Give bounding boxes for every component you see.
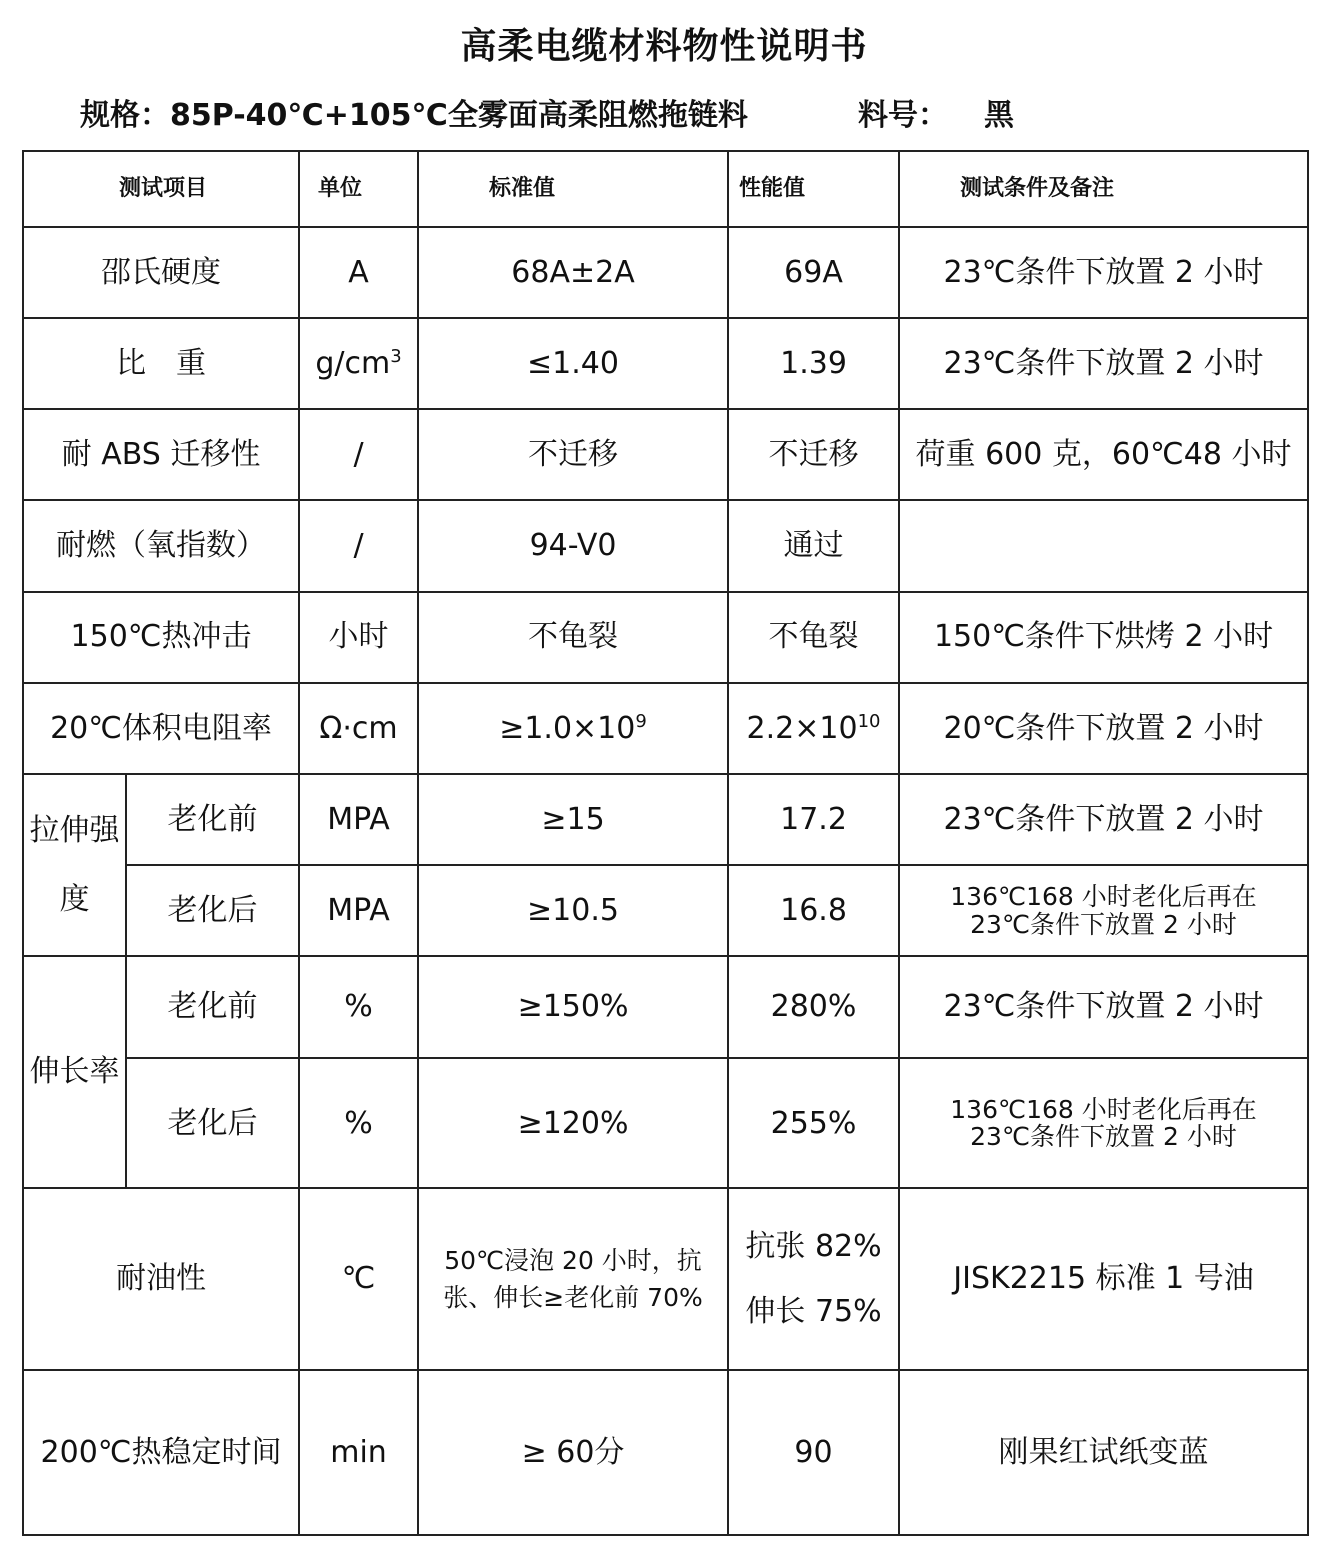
table-row: [23, 500, 1308, 591]
row-standard: ≤1.40: [418, 318, 728, 409]
row-unit: min: [299, 1370, 418, 1535]
row-performance: 90: [728, 1370, 899, 1535]
row-item: 耐 ABS 迁移性: [23, 409, 299, 500]
row-condition: 150℃条件下烘烤 2 小时: [899, 592, 1308, 683]
table-row: [23, 774, 1308, 865]
document-title: 高柔电缆材料物性说明书: [460, 26, 868, 67]
row-condition: 荷重 600 克，60℃48 小时: [899, 409, 1308, 500]
row-unit: A: [299, 227, 418, 318]
row-unit: MPA: [299, 774, 418, 865]
row-performance: 69A: [728, 227, 899, 318]
row-condition: 23℃条件下放置 2 小时: [899, 956, 1308, 1058]
row-condition: 20℃条件下放置 2 小时: [899, 683, 1308, 774]
row-standard: ≥15: [418, 774, 728, 865]
header-test-item: 测试项目: [23, 151, 299, 227]
row-unit: /: [299, 500, 418, 591]
table-row: [23, 592, 1308, 683]
row-standard: ≥150%: [418, 956, 728, 1058]
row-unit: %: [299, 956, 418, 1058]
row-condition: 刚果红试纸变蓝: [899, 1370, 1308, 1535]
group-label-tensile: 拉伸强度: [23, 774, 126, 956]
header-performance: 性能值: [728, 151, 899, 227]
table-row: [23, 1058, 1308, 1188]
row-unit: ℃: [299, 1188, 418, 1369]
row-standard: 不迁移: [418, 409, 728, 500]
row-item: 耐燃（氧指数）: [23, 500, 299, 591]
row-condition: [899, 500, 1308, 591]
row-standard: 50℃浸泡 20 小时，抗 张、伸长≥老化前 70%: [418, 1188, 728, 1369]
row-condition: 23℃条件下放置 2 小时: [899, 774, 1308, 865]
row-condition: 136℃168 小时老化后再在 23℃条件下放置 2 小时: [899, 865, 1308, 956]
row-standard: ≥ 60分: [418, 1370, 728, 1535]
table-row: [23, 865, 1308, 956]
row-unit: 小时: [299, 592, 418, 683]
table-row: [23, 1188, 1308, 1369]
row-item: 比 重: [23, 318, 299, 409]
row-condition: 23℃条件下放置 2 小时: [899, 318, 1308, 409]
spec-label: 规格：85P-40℃+105℃全雾面高柔阻燃拖链料: [80, 98, 748, 133]
row-performance: 255%: [728, 1058, 899, 1188]
row-subitem: 老化后: [126, 865, 299, 956]
material-value: 黑: [984, 98, 1014, 133]
row-condition: 23℃条件下放置 2 小时: [899, 227, 1308, 318]
row-standard: 94-V0: [418, 500, 728, 591]
header-standard: 标准值: [418, 151, 728, 227]
row-unit: /: [299, 409, 418, 500]
row-performance: $2.2\times 10^{10}$: [728, 683, 899, 774]
material-number: [858, 90, 1014, 134]
row-performance: 280%: [728, 956, 899, 1058]
row-performance: 17.2: [728, 774, 899, 865]
row-standard: 68A±2A: [418, 227, 728, 318]
header-conditions: 测试条件及备注: [899, 151, 1308, 227]
row-item: 150℃热冲击: [23, 592, 299, 683]
row-unit: MPA: [299, 865, 418, 956]
row-condition: 136℃168 小时老化后再在 23℃条件下放置 2 小时: [899, 1058, 1308, 1188]
row-subitem: 老化前: [126, 774, 299, 865]
row-subitem: 老化前: [126, 956, 299, 1058]
table-row: [23, 318, 1308, 409]
row-performance: 1.39: [728, 318, 899, 409]
table-row: [23, 956, 1308, 1058]
row-performance: 16.8: [728, 865, 899, 956]
row-subitem: 老化后: [126, 1058, 299, 1188]
table-row: [23, 227, 1308, 318]
row-standard: 不龟裂: [418, 592, 728, 683]
group-label-elongation: 伸长率: [23, 956, 126, 1188]
row-performance: 抗张 82% 伸长 75%: [728, 1188, 899, 1369]
row-standard: ≥120%: [418, 1058, 728, 1188]
table-header-row: [23, 151, 1308, 227]
row-unit: Ω·cm: [299, 683, 418, 774]
row-item: 200℃热稳定时间: [23, 1370, 299, 1535]
row-performance: 通过: [728, 500, 899, 591]
row-unit: $g/cm^3$: [299, 318, 418, 409]
table-row: [23, 1370, 1308, 1535]
row-performance: 不龟裂: [728, 592, 899, 683]
row-unit: %: [299, 1058, 418, 1188]
properties-table: [22, 150, 1309, 1536]
material-label: 料号：: [858, 98, 948, 133]
table-row: [23, 683, 1308, 774]
row-item: 耐油性: [23, 1188, 299, 1369]
header-unit: 单位: [299, 151, 418, 227]
row-standard: ≥10.5: [418, 865, 728, 956]
row-standard: $\ge 1.0\times 10^9$: [418, 683, 728, 774]
table-row: [23, 409, 1308, 500]
row-performance: 不迁移: [728, 409, 899, 500]
row-item: 邵氏硬度: [23, 227, 299, 318]
row-condition: JISK2215 标准 1 号油: [899, 1188, 1308, 1369]
row-item: 20℃体积电阻率: [23, 683, 299, 774]
